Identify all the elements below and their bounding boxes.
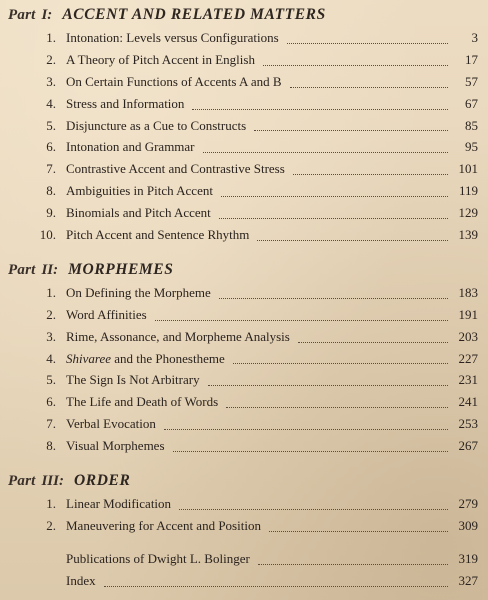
part-numeral: III:: [41, 473, 64, 490]
dot-leader: [226, 407, 448, 408]
back-matter-section: [8, 548, 478, 592]
entry-title: Word Affinities: [66, 306, 147, 322]
part-3-section: [8, 469, 478, 537]
entry-number: 1.: [46, 496, 56, 512]
toc-entry[interactable]: [8, 304, 478, 326]
entry-page: 57: [465, 73, 478, 89]
entry-page: 253: [458, 416, 478, 432]
spacer: [8, 537, 478, 548]
dot-leader: [164, 429, 448, 430]
part-numeral: II:: [41, 261, 59, 278]
toc-entry-index[interactable]: [8, 570, 478, 592]
part-numeral: I:: [41, 7, 53, 23]
entry-number: 2.: [46, 306, 56, 322]
entry-page: 191: [458, 306, 478, 322]
entry-number: 3.: [46, 73, 56, 89]
entry-title: On Certain Functions of Accents A and B: [66, 73, 282, 89]
back-matter-entries: [8, 548, 478, 592]
dot-leader: [269, 531, 448, 532]
dot-leader: [155, 320, 448, 321]
toc-entry[interactable]: [8, 515, 478, 537]
entry-page: 241: [458, 394, 478, 410]
entry-page: 309: [458, 517, 478, 533]
entry-page: 327: [458, 572, 478, 588]
entry-title: Rime, Assonance, and Morpheme Analysis: [66, 328, 290, 344]
entry-title: The Sign Is Not Arbitrary: [66, 372, 200, 388]
entry-number: 1.: [46, 30, 56, 45]
toc-entry[interactable]: [8, 180, 478, 202]
entry-title: Visual Morphemes: [66, 438, 165, 454]
entry-number: 5.: [46, 117, 56, 133]
entry-number: 7.: [46, 416, 56, 432]
entry-title: Stress and Information: [66, 95, 185, 111]
entry-page: 231: [458, 372, 478, 388]
toc-entry[interactable]: [8, 93, 478, 115]
dot-leader: [221, 196, 448, 197]
entry-number: 8.: [46, 183, 56, 199]
dot-leader: [287, 43, 448, 44]
entry-page: 227: [458, 350, 478, 366]
toc-entry[interactable]: [8, 391, 478, 413]
entry-page: 85: [465, 117, 478, 133]
toc-entry[interactable]: [8, 413, 478, 435]
entry-title: A Theory of Pitch Accent in English: [66, 51, 255, 67]
spacer: [8, 457, 478, 469]
dot-leader: [233, 363, 448, 364]
part-3-heading: [8, 469, 478, 493]
dot-leader: [254, 130, 448, 131]
entry-title: Intonation and Grammar: [66, 139, 195, 155]
entry-page: 267: [458, 438, 478, 454]
entry-number: 3.: [46, 328, 56, 344]
toc-entry[interactable]: [8, 136, 478, 158]
toc-entry[interactable]: [8, 49, 478, 71]
dot-leader: [290, 87, 448, 88]
entry-page: 139: [458, 227, 478, 243]
entry-page: 17: [465, 51, 478, 67]
entry-number: 10.: [39, 227, 56, 243]
entry-title: Verbal Evocation: [66, 416, 156, 432]
entry-page: 203: [458, 328, 478, 344]
entry-page: 183: [458, 284, 478, 300]
entry-title: Index: [66, 572, 96, 588]
entry-title: Publications of Dwight L. Bolinger: [66, 550, 250, 566]
part-1-entries: [8, 27, 478, 246]
part-2-heading: [8, 258, 478, 282]
dot-leader: [104, 586, 448, 587]
toc-entry-publications[interactable]: [8, 548, 478, 570]
toc-entry[interactable]: [8, 202, 478, 224]
entry-page: 129: [458, 205, 478, 221]
part-label: Part: [8, 473, 36, 490]
part-label: Part: [8, 261, 36, 278]
entry-title: [66, 348, 225, 370]
part-1-heading: [8, 3, 478, 27]
part-3-entries: [8, 493, 478, 537]
entry-number: 1.: [46, 284, 56, 300]
dot-leader: [179, 509, 448, 510]
toc-entry[interactable]: [8, 282, 478, 304]
dot-leader: [258, 564, 448, 565]
toc-entry[interactable]: [8, 224, 478, 246]
dot-leader: [192, 109, 448, 110]
toc-entry[interactable]: [8, 348, 478, 370]
dot-leader: [208, 385, 448, 386]
entry-title: Linear Modification: [66, 496, 172, 512]
part-2-entries: [8, 282, 478, 457]
entry-title: Contrastive Accent and Contrastive Stress: [66, 161, 285, 177]
part-title: ORDER: [73, 472, 131, 490]
entry-page: 67: [465, 95, 478, 111]
entry-page: 319: [458, 550, 478, 566]
dot-leader: [173, 451, 448, 452]
entry-title: Intonation: Levels versus Configurations: [66, 30, 279, 45]
part-label: Part: [8, 7, 36, 23]
entry-title: Binomials and Pitch Accent: [66, 205, 211, 221]
entry-number: 4.: [46, 350, 56, 366]
entry-number: 2.: [46, 51, 56, 67]
toc-entry[interactable]: [8, 115, 478, 137]
entry-number: 5.: [46, 372, 56, 388]
entry-number: 6.: [46, 139, 56, 155]
entry-page: 279: [458, 496, 478, 512]
dot-leader: [263, 65, 448, 66]
entry-number: 6.: [46, 394, 56, 410]
dot-leader: [257, 240, 448, 241]
part-2-section: [8, 258, 478, 457]
entry-number: 4.: [46, 95, 56, 111]
part-title: MORPHEMES: [68, 260, 174, 278]
dot-leader: [298, 342, 448, 343]
entry-title: Disjuncture as a Cue to Constructs: [66, 117, 247, 133]
entry-number: 2.: [46, 517, 56, 533]
toc-entry[interactable]: [8, 71, 478, 93]
dot-leader: [219, 298, 448, 299]
dot-leader: [293, 174, 448, 175]
entry-title: Maneuvering for Accent and Position: [66, 517, 261, 533]
entry-number: 9.: [46, 205, 56, 221]
toc-entry[interactable]: [8, 158, 478, 180]
entry-title-rest: and the Phonestheme: [111, 350, 225, 366]
entry-page: 101: [458, 161, 478, 177]
entry-page: 95: [465, 139, 478, 155]
toc-entry[interactable]: [8, 435, 478, 457]
spacer: [8, 246, 478, 258]
part-1-section: [8, 3, 478, 246]
entry-page: 3: [471, 30, 478, 45]
entry-title: Pitch Accent and Sentence Rhythm: [66, 227, 250, 243]
entry-title: On Defining the Morpheme: [66, 284, 211, 300]
dot-leader: [219, 218, 448, 219]
entry-title-italic: Shivaree: [66, 350, 111, 366]
entry-page: 119: [458, 183, 478, 199]
entry-title: Ambiguities in Pitch Accent: [66, 183, 213, 199]
toc-entry[interactable]: [8, 27, 478, 49]
toc-entry[interactable]: [8, 493, 478, 515]
toc-entry[interactable]: [8, 326, 478, 348]
toc-entry[interactable]: [8, 369, 478, 391]
entry-number: 7.: [46, 161, 56, 177]
dot-leader: [203, 152, 448, 153]
entry-title: The Life and Death of Words: [66, 394, 219, 410]
entry-number: 8.: [46, 438, 56, 454]
part-title: ACCENT AND RELATED MATTERS: [62, 6, 326, 23]
